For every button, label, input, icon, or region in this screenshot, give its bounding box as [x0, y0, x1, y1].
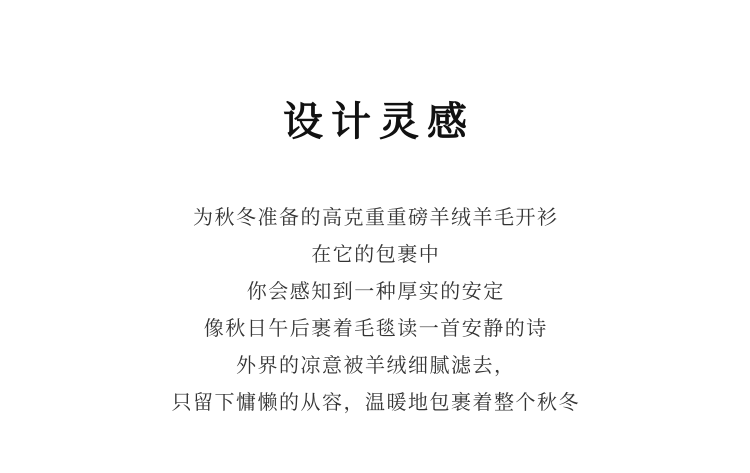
section-title: 设计灵感 — [283, 100, 475, 144]
body-line: 你会感知到一种厚实的安定 — [246, 281, 505, 303]
body-line: 为秋冬准备的高克重重磅羊绒羊毛开衫 — [193, 207, 559, 229]
body-line: 在它的包裹中 — [311, 244, 441, 266]
section-body — [0, 200, 750, 422]
body-line: 只留下慵懒的从容，温暖地包裹着整个秋冬 — [171, 392, 580, 414]
body-line: 外界的凉意被羊绒细腻滤去， — [236, 355, 516, 377]
body-line: 像秋日午后裹着毛毯读一首安静的诗 — [203, 318, 548, 340]
